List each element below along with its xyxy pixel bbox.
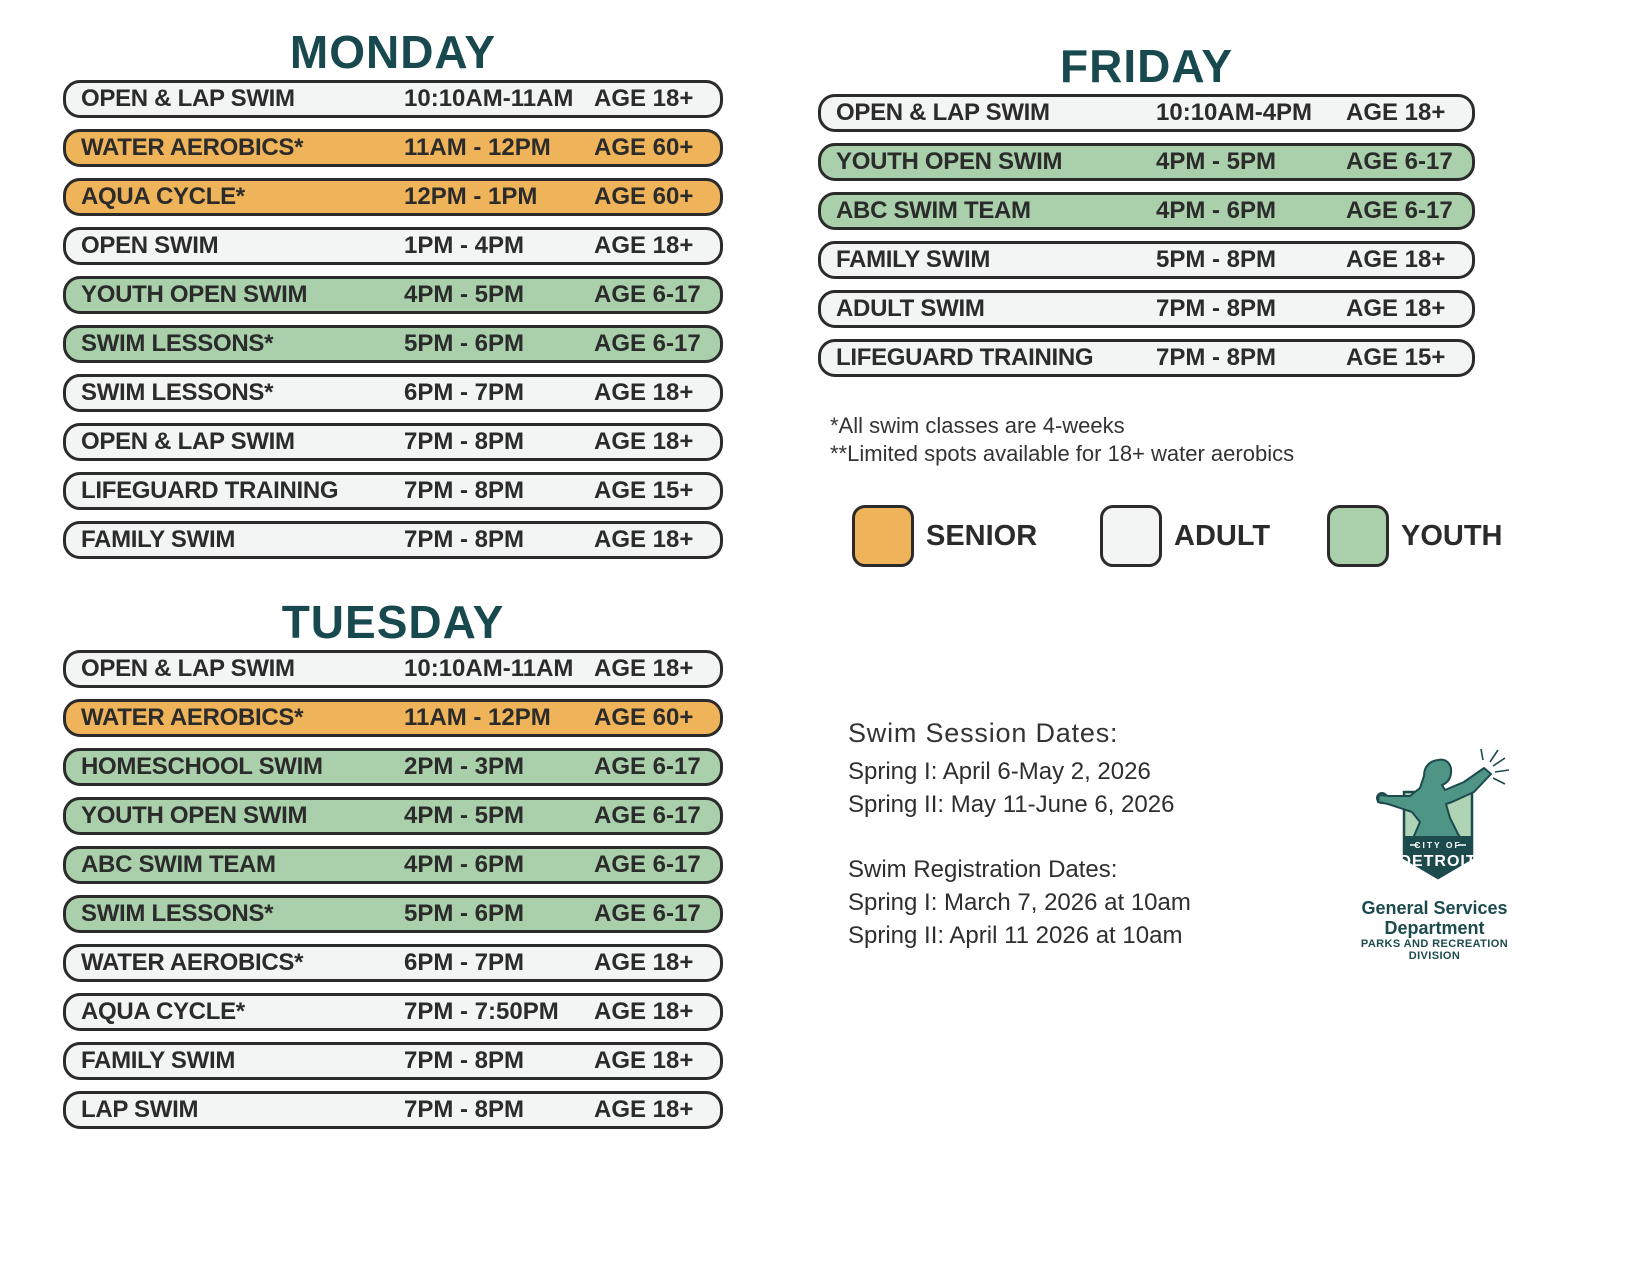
logo-dept-line1: General Services (1361, 898, 1508, 918)
friday-rows (818, 94, 1475, 377)
activity-time: 1PM - 4PM (404, 232, 525, 259)
schedule-row (63, 748, 723, 786)
registration-dates-title: Swim Registration Dates: (848, 856, 1118, 883)
activity-age: AGE 18+ (594, 526, 694, 553)
activity-time: 7PM - 8PM (404, 1047, 525, 1074)
activity-name: YOUTH OPEN SWIM (81, 802, 308, 829)
legend-label-youth: YOUTH (1401, 519, 1503, 552)
activity-time: 12PM - 1PM (404, 183, 538, 210)
activity-time: 4PM - 5PM (1156, 148, 1277, 175)
schedule-row (63, 944, 723, 982)
registration-spring1: Spring I: March 7, 2026 at 10am (848, 889, 1191, 916)
activity-age: AGE 18+ (594, 1047, 694, 1074)
legend-item-senior (852, 505, 1037, 567)
activity-age: AGE 18+ (1346, 246, 1446, 273)
adult-color-swatch (1100, 505, 1162, 567)
spirit-of-detroit-icon (1352, 746, 1517, 898)
activity-age: AGE 6-17 (1346, 197, 1453, 224)
tuesday-rows (63, 650, 723, 1129)
schedule-row (63, 650, 723, 688)
legend-item-youth (1327, 505, 1503, 567)
activity-name: HOMESCHOOL SWIM (81, 753, 323, 780)
schedule-row (818, 241, 1475, 279)
activity-age: AGE 60+ (594, 704, 694, 731)
tuesday-section (63, 598, 723, 1140)
activity-time: 2PM - 3PM (404, 753, 525, 780)
schedule-row (63, 227, 723, 265)
activity-name: LAP SWIM (81, 1096, 199, 1123)
schedule-row (818, 290, 1475, 328)
monday-rows (63, 80, 723, 559)
activity-time: 10:10AM-11AM (404, 655, 574, 682)
logo-city-of-text: CITY OF (1414, 840, 1462, 850)
schedule-row (818, 339, 1475, 377)
activity-time: 4PM - 6PM (1156, 197, 1277, 224)
activity-age: AGE 18+ (594, 85, 694, 112)
session-spring1: Spring I: April 6-May 2, 2026 (848, 758, 1151, 785)
activity-name: OPEN & LAP SWIM (81, 85, 295, 112)
activity-age: AGE 18+ (594, 379, 694, 406)
activity-time: 4PM - 6PM (404, 851, 525, 878)
activity-age: AGE 18+ (594, 1096, 694, 1123)
activity-age: AGE 18+ (1346, 295, 1446, 322)
footnotes (830, 412, 1294, 468)
note-limited-spots: **Limited spots available for 18+ water aerobics (830, 441, 1295, 466)
schedule-row (63, 423, 723, 461)
schedule-row (63, 1091, 723, 1129)
activity-age: AGE 15+ (594, 477, 694, 504)
day-title-monday: MONDAY (289, 26, 497, 78)
activity-name: SWIM LESSONS* (81, 900, 274, 927)
activity-age: AGE 18+ (594, 949, 694, 976)
youth-color-swatch (1327, 505, 1389, 567)
activity-time: 10:10AM-4PM (1156, 99, 1313, 126)
activity-time: 10:10AM-11AM (404, 85, 574, 112)
activity-age: AGE 18+ (1346, 99, 1446, 126)
activity-name: OPEN SWIM (81, 232, 219, 259)
activity-age: AGE 15+ (1346, 344, 1446, 371)
activity-age: AGE 60+ (594, 134, 694, 161)
activity-name: WATER AEROBICS* (81, 134, 304, 161)
legend-item-adult (1100, 505, 1270, 567)
activity-name: LIFEGUARD TRAINING (81, 477, 339, 504)
activity-age: AGE 6-17 (594, 753, 701, 780)
activity-age: AGE 6-17 (594, 802, 701, 829)
activity-name: OPEN & LAP SWIM (836, 99, 1050, 126)
session-spring2: Spring II: May 11-June 6, 2026 (848, 791, 1175, 818)
session-dates-block (848, 718, 1348, 952)
activity-name: LIFEGUARD TRAINING (836, 344, 1094, 371)
schedule-row (63, 521, 723, 559)
schedule-row (63, 374, 723, 412)
activity-time: 11AM - 12PM (404, 704, 551, 731)
logo-division-line2: DIVISION (1408, 950, 1461, 962)
note-classes-duration: *All swim classes are 4-weeks (830, 413, 1125, 438)
city-of-detroit-logo (1352, 746, 1517, 962)
activity-time: 7PM - 8PM (1156, 344, 1277, 371)
schedule-row (63, 276, 723, 314)
schedule-row (63, 1042, 723, 1080)
activity-age: AGE 6-17 (1346, 148, 1453, 175)
activity-name: WATER AEROBICS* (81, 949, 304, 976)
activity-age: AGE 18+ (594, 655, 694, 682)
activity-time: 7PM - 8PM (404, 1096, 525, 1123)
monday-section (63, 28, 723, 570)
schedule-row (63, 80, 723, 118)
friday-section (818, 42, 1475, 388)
activity-name: AQUA CYCLE* (81, 998, 245, 1025)
legend-label-senior: SENIOR (926, 519, 1038, 552)
activity-time: 7PM - 8PM (404, 428, 525, 455)
senior-color-swatch (852, 505, 914, 567)
activity-time: 5PM - 8PM (1156, 246, 1277, 273)
logo-dept-line2: Department (1384, 918, 1485, 938)
activity-age: AGE 6-17 (594, 900, 701, 927)
activity-time: 4PM - 5PM (404, 281, 525, 308)
activity-time: 7PM - 8PM (404, 526, 525, 553)
activity-age: AGE 60+ (594, 183, 694, 210)
registration-spring2: Spring II: April 11 2026 at 10am (848, 922, 1183, 949)
activity-age: AGE 6-17 (594, 330, 701, 357)
session-dates-title: Swim Session Dates: (848, 718, 1119, 748)
schedule-row (818, 143, 1475, 181)
activity-name: ABC SWIM TEAM (836, 197, 1031, 224)
activity-time: 5PM - 6PM (404, 330, 525, 357)
activity-time: 6PM - 7PM (404, 379, 525, 406)
activity-name: ADULT SWIM (836, 295, 985, 322)
activity-time: 6PM - 7PM (404, 949, 525, 976)
legend-label-adult: ADULT (1174, 519, 1271, 552)
schedule-row (63, 472, 723, 510)
schedule-row (63, 993, 723, 1031)
activity-age: AGE 6-17 (594, 851, 701, 878)
schedule-row (818, 94, 1475, 132)
activity-name: WATER AEROBICS* (81, 704, 304, 731)
activity-age: AGE 6-17 (594, 281, 701, 308)
activity-time: 4PM - 5PM (404, 802, 525, 829)
schedule-row (63, 895, 723, 933)
schedule-row (63, 797, 723, 835)
schedule-row (63, 699, 723, 737)
activity-name: ABC SWIM TEAM (81, 851, 276, 878)
activity-name: OPEN & LAP SWIM (81, 428, 295, 455)
day-title-tuesday: TUESDAY (281, 596, 505, 648)
activity-age: AGE 18+ (594, 998, 694, 1025)
activity-name: YOUTH OPEN SWIM (836, 148, 1063, 175)
activity-name: SWIM LESSONS* (81, 330, 274, 357)
activity-name: FAMILY SWIM (81, 1047, 236, 1074)
schedule-row (63, 325, 723, 363)
spacer (848, 821, 1348, 853)
activity-time: 11AM - 12PM (404, 134, 551, 161)
schedule-row (63, 846, 723, 884)
activity-name: AQUA CYCLE* (81, 183, 245, 210)
logo-division-line1: PARKS AND RECREATION (1360, 938, 1509, 950)
logo-detroit-text: DETROIT (1399, 853, 1477, 870)
schedule-row (818, 192, 1475, 230)
activity-age: AGE 18+ (594, 232, 694, 259)
activity-name: FAMILY SWIM (836, 246, 991, 273)
activity-name: OPEN & LAP SWIM (81, 655, 295, 682)
activity-time: 5PM - 6PM (404, 900, 525, 927)
schedule-row (63, 129, 723, 167)
activity-name: YOUTH OPEN SWIM (81, 281, 308, 308)
activity-time: 7PM - 7:50PM (404, 998, 559, 1025)
activity-time: 7PM - 8PM (404, 477, 525, 504)
activity-age: AGE 18+ (594, 428, 694, 455)
schedule-row (63, 178, 723, 216)
activity-name: SWIM LESSONS* (81, 379, 274, 406)
activity-time: 7PM - 8PM (1156, 295, 1277, 322)
activity-name: FAMILY SWIM (81, 526, 236, 553)
day-title-friday: FRIDAY (1060, 40, 1233, 92)
